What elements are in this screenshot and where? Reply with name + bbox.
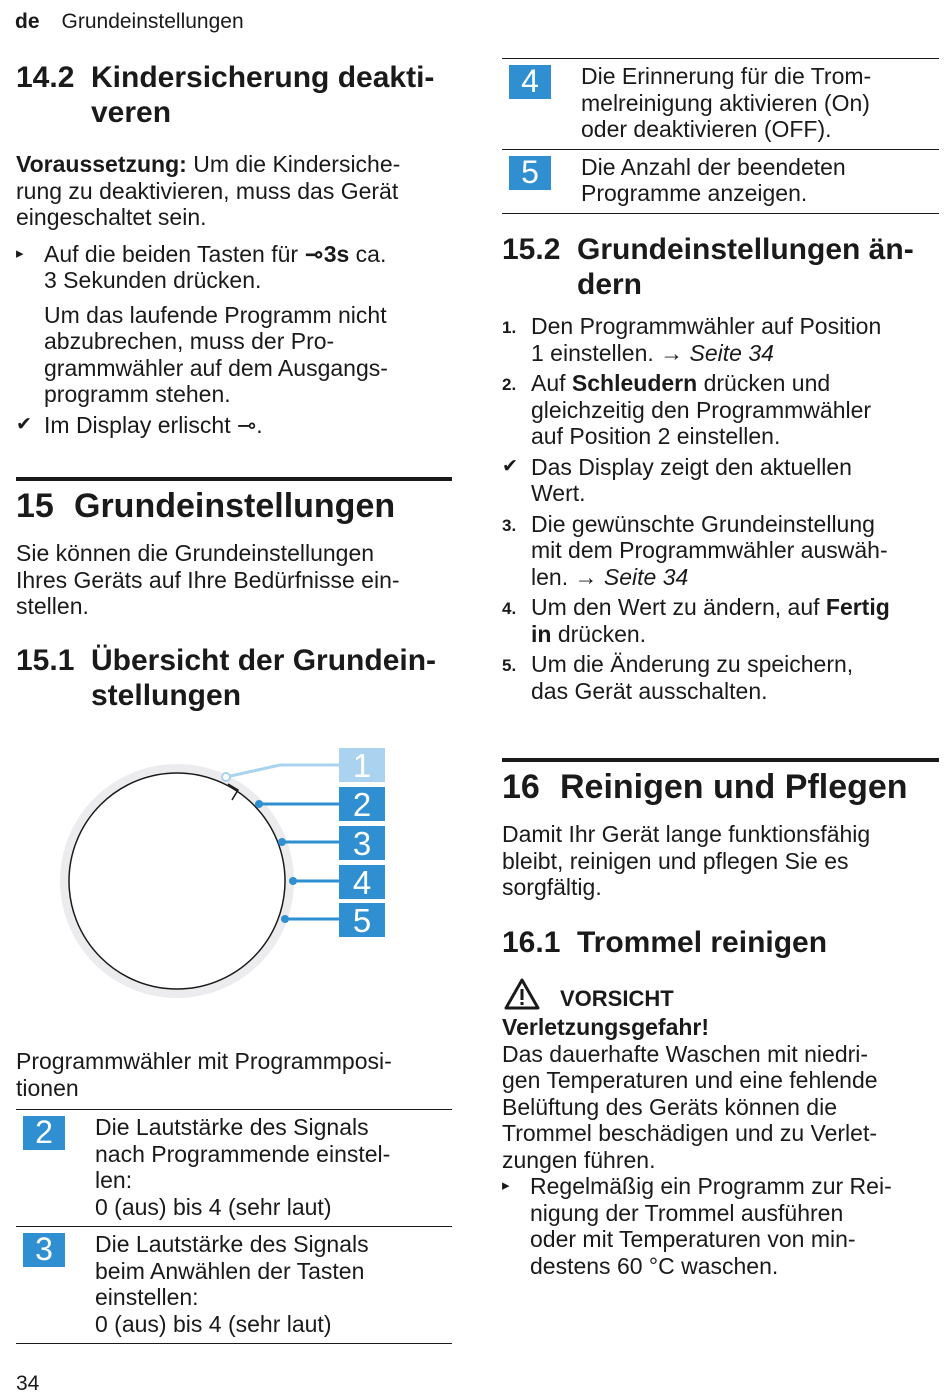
section-15-heading: 15 Grundeinstellungen: [16, 487, 396, 525]
section-15-1: [16, 643, 452, 713]
language-code: de: [15, 10, 40, 33]
section-15-1-heading: 15.1 Übersicht der Grundein- stellungen: [16, 644, 437, 712]
triangle-bullet-icon: ▸: [16, 244, 24, 262]
caution-title: Verletzungsgefahr!: [502, 1014, 710, 1040]
dial-position-badges: [339, 747, 385, 939]
child-lock-key-symbol: ⊸3s: [304, 240, 350, 267]
action-note: Um das laufende Programm nicht abzubrechen, muss der Pro- grammwähler auf dem Ausgangs- programm stehen.: [44, 301, 388, 407]
section-15-2-heading: 15.2 Grundeinstellungen än- dern: [502, 233, 914, 301]
section-16: [502, 767, 939, 901]
step-5: 5. Um die Änderung zu speichern, das Gerät ausschalten.: [502, 651, 854, 704]
running-header: [15, 10, 244, 34]
check-icon: ✔: [502, 455, 518, 477]
check-icon: ✔: [16, 413, 32, 435]
section-16-1: [502, 925, 939, 1279]
section-15: [16, 486, 452, 620]
section-divider: [16, 477, 452, 481]
dial-face: [69, 773, 285, 989]
triangle-bullet-icon: ▸: [502, 1177, 510, 1194]
position-badge: 5: [509, 156, 551, 190]
cross-reference-link[interactable]: Seite 34: [689, 339, 774, 366]
section-15-intro: Sie können die Grundeinstellungen Ihres Geräts auf Ihre Bedürfnisse ein- stellen.: [16, 540, 400, 619]
section-16-1-heading: 16.1 Trommel reinigen: [502, 926, 828, 959]
position-badge-1: 1: [352, 747, 372, 784]
page-number: 34: [16, 1372, 40, 1395]
prerequisite: Voraussetzung: Um die Kindersiche- rung zu deaktivieren, muss das Gerät eingeschaltet sein.: [16, 151, 401, 230]
dial-caption-and-table: [16, 1048, 452, 1344]
position-badge-5: 5: [352, 902, 372, 939]
cross-reference-link[interactable]: Seite 34: [603, 563, 689, 590]
table-row: 2 Die Lautstärke des Signals nach Programmende einstel- len: 0 (aus) bis 4 (sehr laut): [16, 1110, 452, 1227]
figure-caption: Programmwähler mit Programmposi- tionen: [16, 1048, 392, 1101]
position-badge: 3: [23, 1233, 65, 1267]
step-1: 1. Den Programmwähler auf Position 1 einstellen. → Seite 34: [502, 313, 882, 366]
program-selector-dial-illustration: [60, 744, 400, 1004]
section-16-intro: Damit Ihr Gerät lange funktionsfähig bleibt, reinigen und pflegen Sie es sorgfältig.: [502, 821, 871, 900]
table-row: 3 Die Lautstärke des Signals beim Anwählen der Tasten einstellen: 0 (aus) bis 4 (sehr laut): [16, 1227, 452, 1344]
caution-action: ▸ Regelmäßig ein Programm zur Rei- nigung der Trommel ausführen oder mit Temperaturen von min- destens 60 °C waschen.: [502, 1173, 892, 1279]
step-2: 2. Auf Schleudern drücken und gleichzeitig den Programmwähler auf Position 2 einstellen.: [502, 370, 872, 449]
section-14-2-heading: 14.2 Kindersicherung deakti- veren: [16, 61, 435, 129]
caution-notice: [502, 978, 939, 1279]
caution-label: VORSICHT: [560, 986, 674, 1011]
section-16-heading: 16 Reinigen und Pflegen: [502, 768, 908, 806]
result-step: ✔ Im Display erlischt ⊸.: [16, 411, 263, 438]
step-result: ✔ Das Display zeigt den aktuellen Wert.: [502, 453, 852, 506]
position-badge: 2: [23, 1116, 65, 1150]
step-4: 4. Um den Wert zu ändern, auf Fertig in drücken.: [502, 594, 890, 647]
header-section: Grundeinstellungen: [61, 10, 244, 33]
position-badge-2: 2: [352, 786, 372, 823]
section-15-2: [502, 232, 939, 704]
section-divider: [502, 758, 939, 762]
position-badge-3: 3: [352, 825, 372, 862]
table-continued: [502, 58, 939, 214]
table-row: 4 Die Erinnerung für die Trom- melreinigung aktivieren (On) oder deaktivieren (OFF).: [502, 59, 939, 150]
warning-triangle-icon: [504, 978, 540, 1010]
cross-reference-arrow-icon: →: [660, 339, 684, 366]
cross-reference-arrow-icon: →: [574, 563, 598, 590]
table-row: 5 Die Anzahl der beendeten Programme anzeigen.: [502, 150, 939, 214]
caution-text: Das dauerhafte Waschen mit niedri- gen Temperaturen und eine fehlende Belüftung des Geräts können die Trommel beschädigen und zu Verlet- zungen führen.: [502, 1040, 878, 1173]
step-3: 3. Die gewünschte Grundeinstellung mit dem Programmwähler auswäh- len. → Seite 34: [502, 510, 888, 590]
action-step: ▸ Auf die beiden Tasten für ⊸3s ca. 3 Sekunden drücken.: [16, 240, 387, 293]
section-14-2: [16, 60, 452, 438]
position-badge: 4: [509, 65, 551, 99]
position-badge-4: 4: [352, 864, 372, 901]
